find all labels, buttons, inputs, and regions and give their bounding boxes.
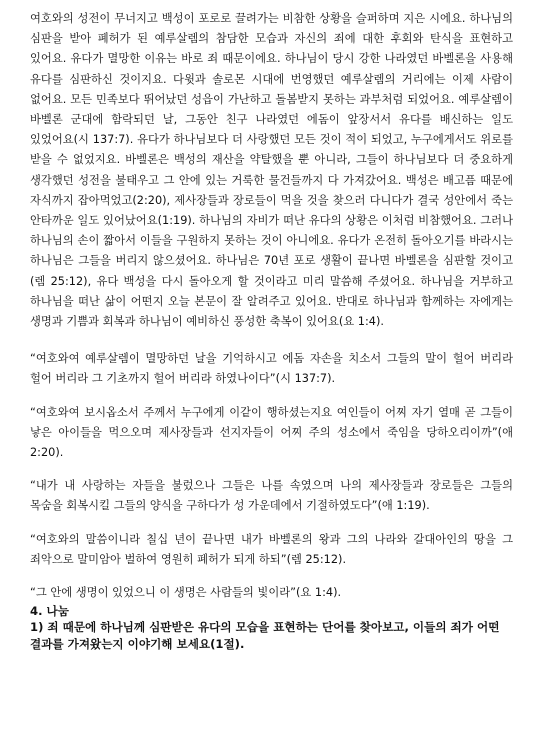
quote-lamentations-2-20: “여호와여 보시옵소서 주께서 누구에게 이같이 행하셨는지요 여인들이 어찌 자기 열매 곧 그들이 낳은 아이들을 먹으오며 제사장들과 선지자들이 어찌 주의 성소에서 죽임을 당하오리이까”(애 2:20). xyxy=(30,405,513,460)
quote-jeremiah-25-12: “여호와의 말씀이니라 칠십 년이 끝나면 내가 바벨론의 왕과 그의 나라와 갈대아인의 땅을 그 죄악으로 말미암아 벌하여 영원히 폐허가 되게 하되”(렘 25:12). xyxy=(30,532,513,566)
quote-john-1-4: “그 안에 생명이 있었으니 이 생명은 사람들의 빛이라”(요 1:4). xyxy=(30,586,342,600)
discussion-question: 1) 죄 때문에 하나님께 심판받은 유다의 모습을 표현하는 단어를 찾아보고, 이들의 죄가 어떤 결과를 가져왔는지 이야기해 보세요(1절). xyxy=(30,620,500,652)
section-title: 4. 나눔 xyxy=(30,604,69,619)
quote-lamentations-1-19: “내가 내 사랑하는 자들을 불렀으나 그들은 나를 속였으며 나의 제사장들과 장로들은 그들의 목숨을 회복시킬 그들의 양식을 구하다가 성 가운데에서 기절하였도다”(애 1:19). xyxy=(30,479,513,513)
quote-psalm-137-7: “여호와여 예루살렘이 멸망하던 날을 기억하시고 에돔 자손을 치소서 그들의 말이 헐어 버리라 헐어 버리라 그 기초까지 헐어 버리라 하였나이다”(시 137:7). xyxy=(30,352,513,386)
body-paragraph: 여호와의 성전이 무너지고 백성이 포로로 끌려가는 비참한 상황을 슬퍼하며 지은 시에요. 하나님의 심판을 받아 폐허가 된 예루살렘의 참담한 모습과 자신의 죄에 대한 후회와 탄식을 표현하고 있어요. 유다가 멸망한 이유는 바로 죄 때문이에요. 하나님이 당시 강한 나라였던 바벨론을 사용해 유다를 심판하신 것이지요. 다윗과 솔로몬 시대에 번영했던 예루살렘의 거리에는 이제 사람이 없어요. 모든 민족보다 뛰어났던 성읍이 가난하고 돌봄받지 못하는 과부처럼 되었어요. 예루살렘이 바벨론 군대에 함락되던 날, 그동안 친구 나라였던 에돔이 앞장서서 유다를 배신하는 일도 있었어요(시 137:7). 유다가 하나님보다 더 사랑했던 모든 것이 적이 되었고, 누구에게서도 위로를 받을 수 없었지요. 바벨론은 백성의 재산을 약탈했을 뿐 아니라, 그들이 하나님보다 더 중요하게 생각했던 성전을 불태우고 그 안에 있는 거룩한 물건들까지 다 가져갔어요. 백성은 배고픔 때문에 자식까지 잡아먹었고(2:20), 제사장들과 장로들이 먹을 것을 찾으러 다니다가 결국 성안에서 죽는 안타까운 일도 있어났어요(1:19). 하나님의 자비가 떠난 유다의 상황은 이처럼 비참했어요. 그러나 하나님의 손이 짧아서 이들을 구원하지 못하는 것이 아니에요. 유다가 온전히 돌아오기를 바라시는 하나님은 그들을 버리지 않으셨어요. 하나님은 70년 포로 생활이 끝나면 바벨론을 심판할 것이고(렘 25:12), 유다 백성을 다시 돌아오게 할 것이라고 미리 말씀해 주셨어요. 하나님을 거부하고 하나님을 떠난 삶이 어떤지 오늘 본문이 잘 알려주고 있어요. 반대로 하나님과 함께하는 자에게는 생명과 기쁨과 회복과 하나님이 예비하신 풍성한 축복이 있어요(요 1:4). xyxy=(30,12,513,329)
